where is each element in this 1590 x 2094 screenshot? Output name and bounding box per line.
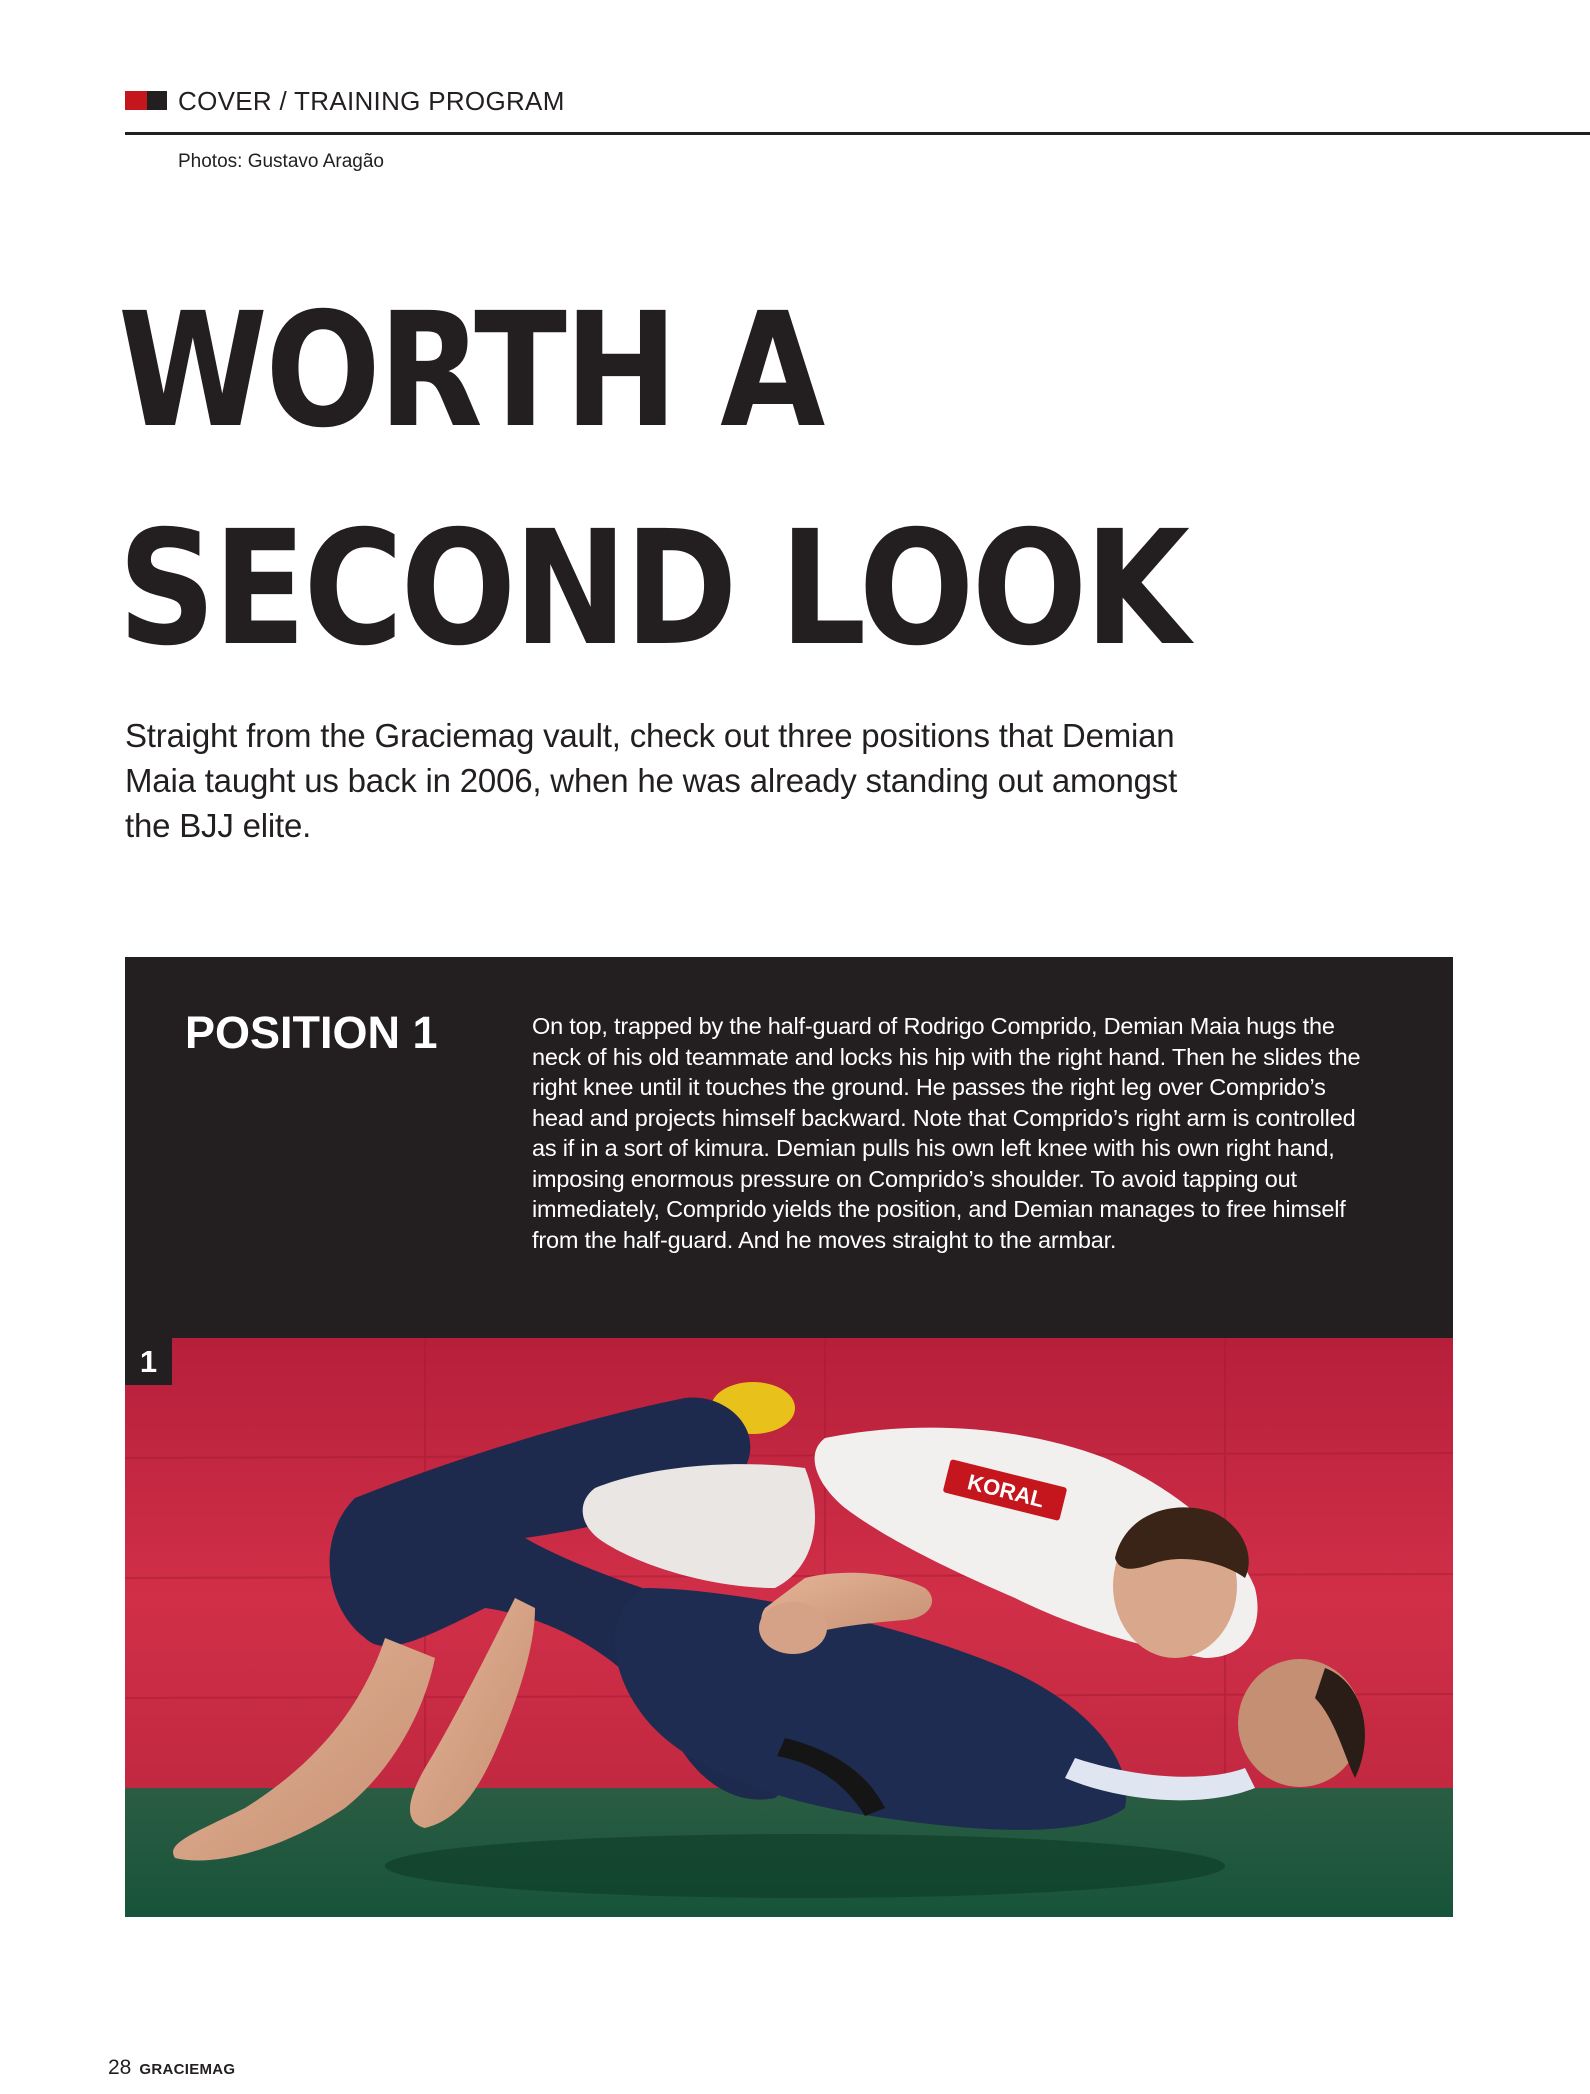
- floor-shadow: [385, 1834, 1225, 1898]
- step-number-badge: 1: [125, 1338, 172, 1385]
- magazine-name: GRACIEMAG: [139, 2061, 236, 2078]
- article-deck: Straight from the Graciemag vault, check out three positions that Demian Maia taught us back in 2006, when he was already standing out amongst the BJJ elite.: [125, 717, 1178, 844]
- position-title: POSITION 1: [185, 1007, 438, 1058]
- section-marker-dark: [147, 91, 167, 110]
- photo-credit: Photos: Gustavo Aragão: [178, 151, 384, 172]
- top-fighter-hand: [759, 1602, 827, 1654]
- headline-line-1: WORTH A: [118, 279, 823, 463]
- position-description: On top, trapped by the half-guard of Rodrigo Comprido, Demian Maia hugs the neck of his old teammate and locks his hip with the right hand. Then he slides the right knee until it touches the ground. He passes the right leg over Comprido’s head and projects himself backward. Note that Comprido’s right arm is controlled as if in a sort of kimura. Demian pulls his own left knee with his own right hand, imposing enormous pressure on Comprido’s shoulder. To avoid tapping out immediately, Comprido yields the position, and Demian manages to free himself from the half-guard. And he moves straight to the armbar.: [532, 1013, 1361, 1253]
- gi-patch-text: KORAL: [964, 1469, 1047, 1513]
- page-number: 28: [108, 2056, 132, 2079]
- section-label: COVER / TRAINING PROGRAM: [178, 86, 565, 116]
- technique-photo-illustration: [125, 1338, 1453, 1917]
- page-footer: [108, 2056, 235, 2080]
- headline: [118, 262, 1187, 698]
- headline-line-2: SECOND LOOK: [118, 497, 1188, 681]
- technique-photo: [125, 1338, 1453, 1917]
- section-marker-red: [125, 91, 147, 110]
- header-rule: [125, 132, 1590, 135]
- section-marker: [125, 91, 167, 110]
